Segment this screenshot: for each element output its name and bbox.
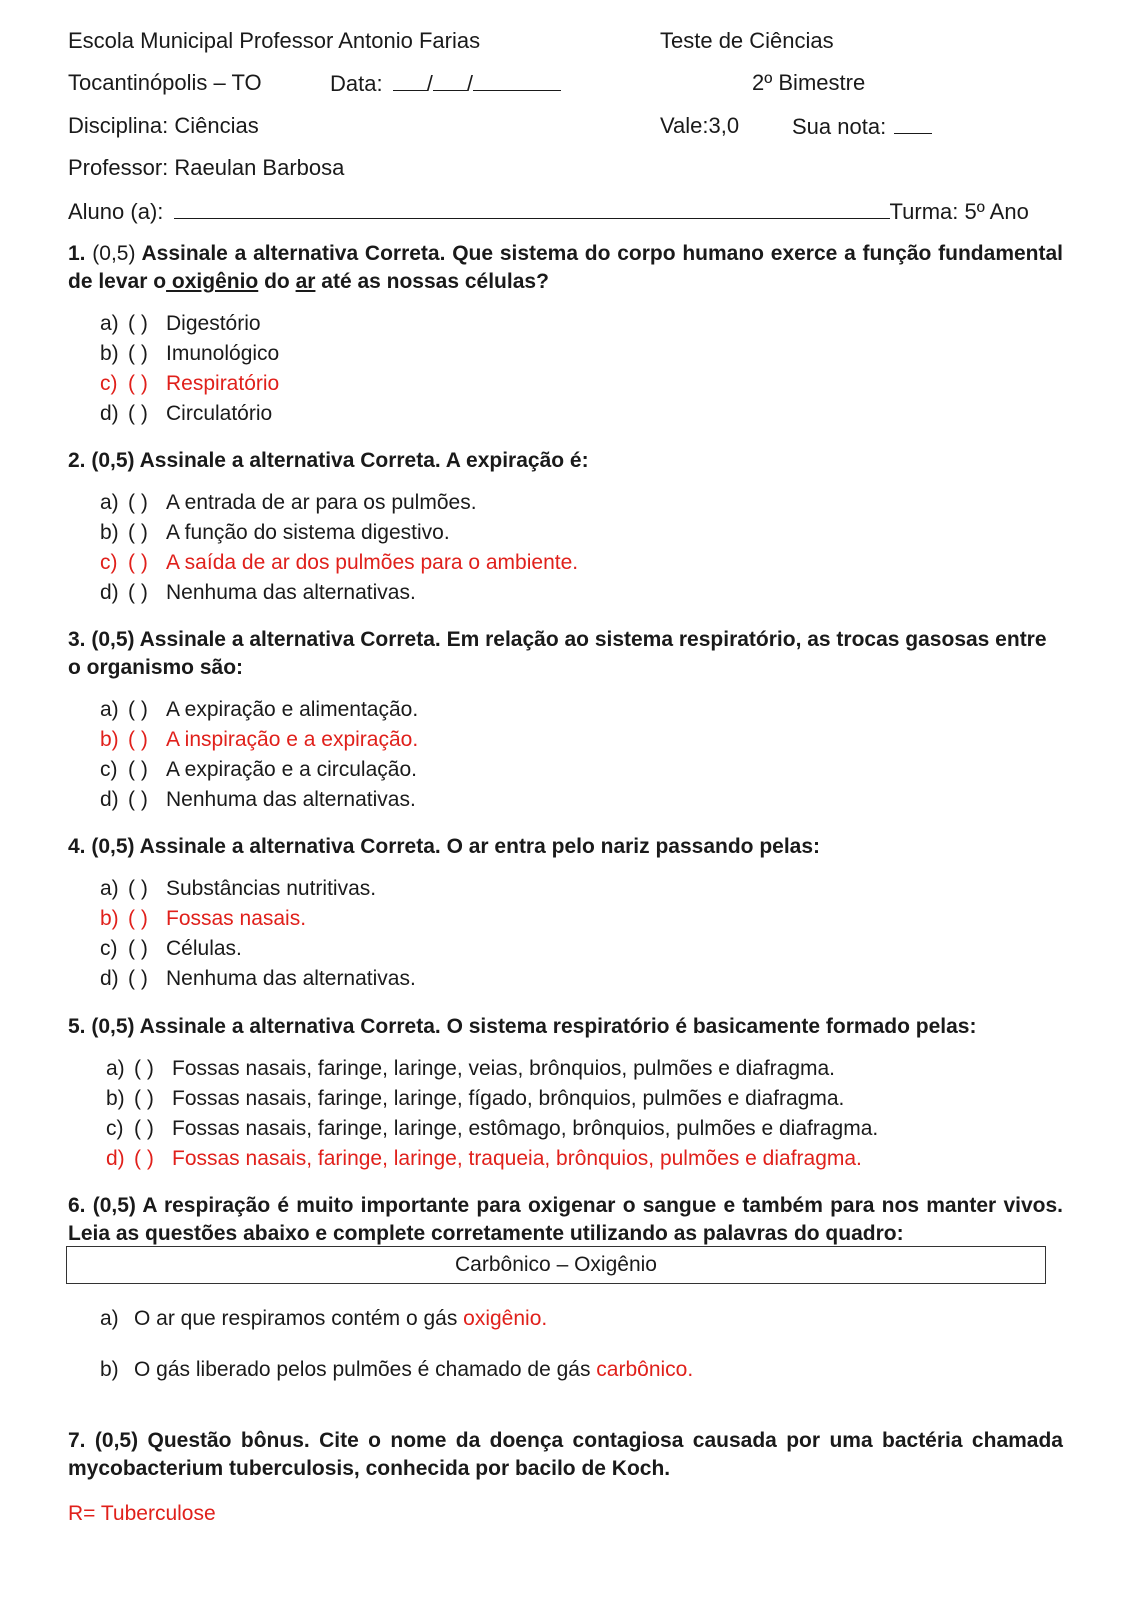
item-letter: b) [100, 1358, 119, 1381]
student-field [68, 198, 1029, 225]
option-checkbox[interactable]: ( ) [128, 581, 148, 604]
question-points: (0,5) [92, 1194, 136, 1217]
question-3-options [100, 695, 418, 815]
option-letter: c) [100, 937, 118, 960]
option-text: A saída de ar dos pulmões para o ambiente. [166, 551, 579, 574]
question-text: até as nossas células? [315, 270, 549, 293]
option-checkbox[interactable]: ( ) [128, 372, 148, 395]
option-checkbox[interactable]: ( ) [128, 402, 148, 425]
question-text: Assinale a alternativa Correta. O sistema respiratório é basicamente formado pelas: [139, 1015, 977, 1038]
grade-field [792, 113, 932, 140]
option-a[interactable] [100, 309, 279, 339]
option-b[interactable] [100, 518, 578, 548]
question-number: 7. [68, 1429, 86, 1452]
question-1 [68, 240, 1063, 296]
option-checkbox[interactable]: ( ) [128, 312, 148, 335]
option-letter: d) [100, 402, 119, 425]
option-d[interactable] [100, 785, 418, 815]
grade-label: Sua nota: [792, 114, 887, 139]
date-separator: / [466, 71, 473, 96]
option-b-correct[interactable] [100, 725, 418, 755]
option-text: Nenhuma das alternativas. [166, 581, 416, 604]
option-checkbox[interactable]: ( ) [128, 907, 148, 930]
option-text: Fossas nasais, faringe, laringe, estômago, brônquios, pulmões e diafragma. [172, 1117, 879, 1140]
grade-blank[interactable] [894, 113, 932, 134]
question-points: (0,5) [92, 242, 136, 265]
option-checkbox[interactable]: ( ) [128, 937, 148, 960]
date-year-blank[interactable] [473, 70, 561, 91]
option-d[interactable] [100, 399, 279, 429]
option-checkbox[interactable]: ( ) [128, 521, 148, 544]
option-text: Circulatório [166, 402, 273, 425]
city: Tocantinópolis – TO [68, 70, 262, 95]
question-text: do [258, 270, 296, 293]
option-text: Imunológico [166, 342, 280, 365]
option-d-correct[interactable] [106, 1144, 878, 1174]
question-number: 2. [68, 449, 86, 472]
option-a[interactable] [100, 874, 416, 904]
bonus-answer[interactable]: R= Tuberculose [68, 1502, 216, 1525]
question-text: Assinale a alternativa Correta. Que sistema do corpo humano exerce a função fundamental de levar o [68, 242, 1064, 293]
question-number: 1. [68, 242, 86, 265]
question-number: 3. [68, 628, 86, 651]
question-4 [68, 833, 1063, 861]
option-letter: d) [100, 788, 119, 811]
question-points: (0,5) [91, 449, 135, 472]
fill-item-b [100, 1356, 693, 1384]
option-letter: a) [106, 1057, 125, 1080]
class-label: Turma: 5º Ano [889, 199, 1029, 224]
question-text: Assinale a alternativa Correta. O ar entra pelo nariz passando pelas: [139, 835, 821, 858]
option-c-correct[interactable] [100, 548, 578, 578]
option-a[interactable] [106, 1054, 878, 1084]
date-day-blank[interactable] [393, 70, 427, 91]
option-text: Fossas nasais. [166, 907, 307, 930]
option-text: A função do sistema digestivo. [166, 521, 450, 544]
item-text: O gás liberado pelos pulmões é chamado de gás [134, 1358, 597, 1381]
item-text: O ar que respiramos contém o gás [134, 1307, 464, 1330]
student-name-blank[interactable] [174, 198, 890, 219]
option-letter: a) [100, 877, 119, 900]
option-letter: c) [100, 551, 118, 574]
option-letter: b) [106, 1087, 125, 1110]
option-letter: d) [100, 967, 119, 990]
option-a[interactable] [100, 695, 418, 725]
date-label: Data: [330, 71, 383, 96]
option-checkbox[interactable]: ( ) [128, 877, 148, 900]
option-checkbox[interactable]: ( ) [134, 1057, 154, 1080]
option-letter: b) [100, 342, 119, 365]
option-checkbox[interactable]: ( ) [128, 788, 148, 811]
date-month-blank[interactable] [433, 70, 467, 91]
option-checkbox[interactable]: ( ) [128, 698, 148, 721]
question-4-options [100, 874, 416, 994]
option-c[interactable] [100, 934, 416, 964]
option-checkbox[interactable]: ( ) [128, 758, 148, 781]
question-3 [68, 626, 1063, 682]
option-text: Fossas nasais, faringe, laringe, veias, brônquios, pulmões e diafragma. [172, 1057, 836, 1080]
option-checkbox[interactable]: ( ) [128, 551, 148, 574]
test-title: Teste de Ciências [660, 28, 834, 53]
option-text: A inspiração e a expiração. [166, 728, 419, 751]
option-text: Substâncias nutritivas. [166, 877, 377, 900]
question-text: Questão bônus. Cite o nome da doença contagiosa causada por uma bactéria chamada mycobacterium tuberculosis, conhecida por bacilo de Koch. [68, 1429, 1063, 1480]
option-b[interactable] [100, 339, 279, 369]
option-letter: d) [106, 1147, 125, 1170]
option-text: A entrada de ar para os pulmões. [166, 491, 477, 514]
option-c[interactable] [100, 755, 418, 785]
discipline: Disciplina: Ciências [68, 113, 259, 138]
date-field [330, 70, 561, 97]
option-letter: c) [106, 1117, 124, 1140]
option-text: Células. [166, 937, 242, 960]
underlined-word-air: ar [295, 270, 316, 293]
question-1-options [100, 309, 279, 429]
question-points: (0,5) [91, 835, 135, 858]
question-text: Assinale a alternativa Correta. A expiração é: [139, 449, 589, 472]
option-text: A expiração e alimentação. [166, 698, 419, 721]
option-c[interactable] [106, 1114, 878, 1144]
question-2-options [100, 488, 578, 608]
option-c-correct[interactable] [100, 369, 279, 399]
question-points: (0,5) [91, 1015, 135, 1038]
option-text: Fossas nasais, faringe, laringe, fígado, brônquios, pulmões e diafragma. [172, 1087, 845, 1110]
question-6 [68, 1192, 1063, 1248]
option-text: Respiratório [166, 372, 280, 395]
option-d[interactable] [100, 578, 578, 608]
option-text: Digestório [166, 312, 261, 335]
bimester: 2º Bimestre [752, 70, 866, 95]
option-checkbox[interactable]: ( ) [134, 1117, 154, 1140]
teacher-name: Professor: Raeulan Barbosa [68, 155, 345, 180]
question-5 [68, 1013, 1063, 1041]
option-letter: a) [100, 491, 119, 514]
option-checkbox[interactable]: ( ) [128, 967, 148, 990]
test-value: Vale:3,0 [660, 113, 740, 138]
question-7 [68, 1427, 1063, 1483]
question-text: Assinale a alternativa Correta. Em relação ao sistema respiratório, as trocas gasosas entre o organismo são: [68, 628, 1047, 679]
option-checkbox[interactable]: ( ) [128, 342, 148, 365]
underlined-word-oxygen: oxigênio [166, 270, 259, 293]
option-letter: a) [100, 312, 119, 335]
option-checkbox[interactable]: ( ) [128, 491, 148, 514]
item-answer[interactable]: oxigênio. [463, 1307, 548, 1330]
option-letter: b) [100, 728, 119, 751]
question-text: A respiração é muito importante para oxigenar o sangue e também para nos manter vivos. Leia as questões abaixo e complete corretamente utilizando as palavras do quadro: [68, 1194, 1063, 1245]
option-checkbox[interactable]: ( ) [134, 1147, 154, 1170]
option-letter: d) [100, 581, 119, 604]
option-b[interactable] [106, 1084, 878, 1114]
option-letter: b) [100, 907, 119, 930]
option-letter: a) [100, 698, 119, 721]
question-5-options [106, 1054, 878, 1174]
option-d[interactable] [100, 964, 416, 994]
question-number: 6. [68, 1194, 86, 1217]
option-text: Nenhuma das alternativas. [166, 967, 416, 990]
option-b-correct[interactable] [100, 904, 416, 934]
question-points: (0,5) [91, 628, 135, 651]
option-checkbox[interactable]: ( ) [134, 1087, 154, 1110]
question-number: 4. [68, 835, 86, 858]
option-letter: c) [100, 758, 118, 781]
school-name: Escola Municipal Professor Antonio Farias [68, 28, 481, 53]
option-letter: b) [100, 521, 119, 544]
date-separator: / [426, 71, 433, 96]
option-a[interactable] [100, 488, 578, 518]
item-letter: a) [100, 1307, 119, 1330]
question-2 [68, 447, 1063, 475]
item-answer[interactable]: carbônico. [596, 1358, 694, 1381]
option-letter: c) [100, 372, 118, 395]
student-label: Aluno (a): [68, 199, 164, 224]
option-checkbox[interactable]: ( ) [128, 728, 148, 751]
question-number: 5. [68, 1015, 86, 1038]
question-points: (0,5) [94, 1429, 139, 1452]
word-bank-box: Carbônico – Oxigênio [66, 1246, 1046, 1284]
option-text: Nenhuma das alternativas. [166, 788, 416, 811]
option-text: A expiração e a circulação. [166, 758, 417, 781]
option-text: Fossas nasais, faringe, laringe, traqueia, brônquios, pulmões e diafragma. [172, 1147, 862, 1170]
fill-item-a [100, 1305, 547, 1333]
